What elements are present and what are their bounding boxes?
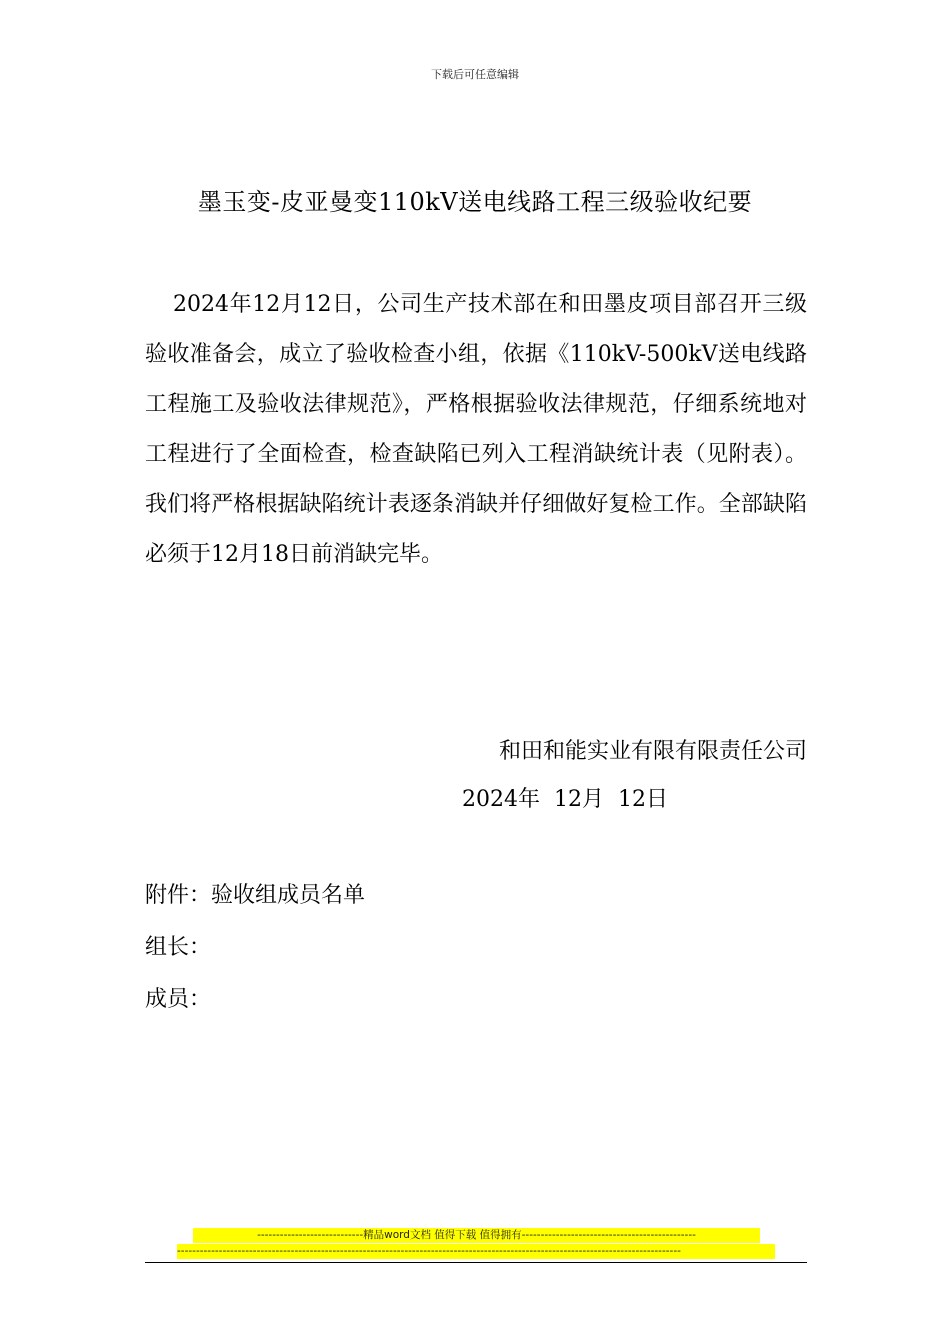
header-note: 下载后可任意编辑 bbox=[431, 68, 519, 81]
body-paragraph: 2024年12月12日，公司生产技术部在和田墨皮项目部召开三级验收准备会，成立了验收检查小组，依据《110kV-500kV送电线路工程施工及验收法律规范》，严格根据验收法律规范，仔细系统地对工程进行了全面检查，检查缺陷已列入工程消缺统计表（见附表）。我们将严格根据缺陷统计表逐条消缺并仔细做好复检工作。全部缺陷必须于12月18日前消缺完毕。 bbox=[145, 292, 807, 567]
footer-banner-line1: ----------------------------精品word文档 值得下载 值得拥有---------------------------------------------- bbox=[193, 1228, 760, 1243]
members-label: 成员： bbox=[145, 987, 212, 1012]
footer-banner-line2: ------------------------------------------------------------------------------------------------------------------------------------- bbox=[177, 1244, 775, 1259]
signature-date: 2024年 12月 12日 bbox=[462, 787, 668, 812]
leader-label: 组长： bbox=[145, 935, 212, 960]
document-title: 墨玉变-皮亚曼变110kV送电线路工程三级验收纪要 bbox=[197, 188, 753, 216]
attachment-title: 附件：验收组成员名单 bbox=[145, 883, 366, 908]
footer-divider bbox=[145, 1262, 807, 1263]
signature-company: 和田和能实业有限有限责任公司 bbox=[498, 739, 807, 764]
